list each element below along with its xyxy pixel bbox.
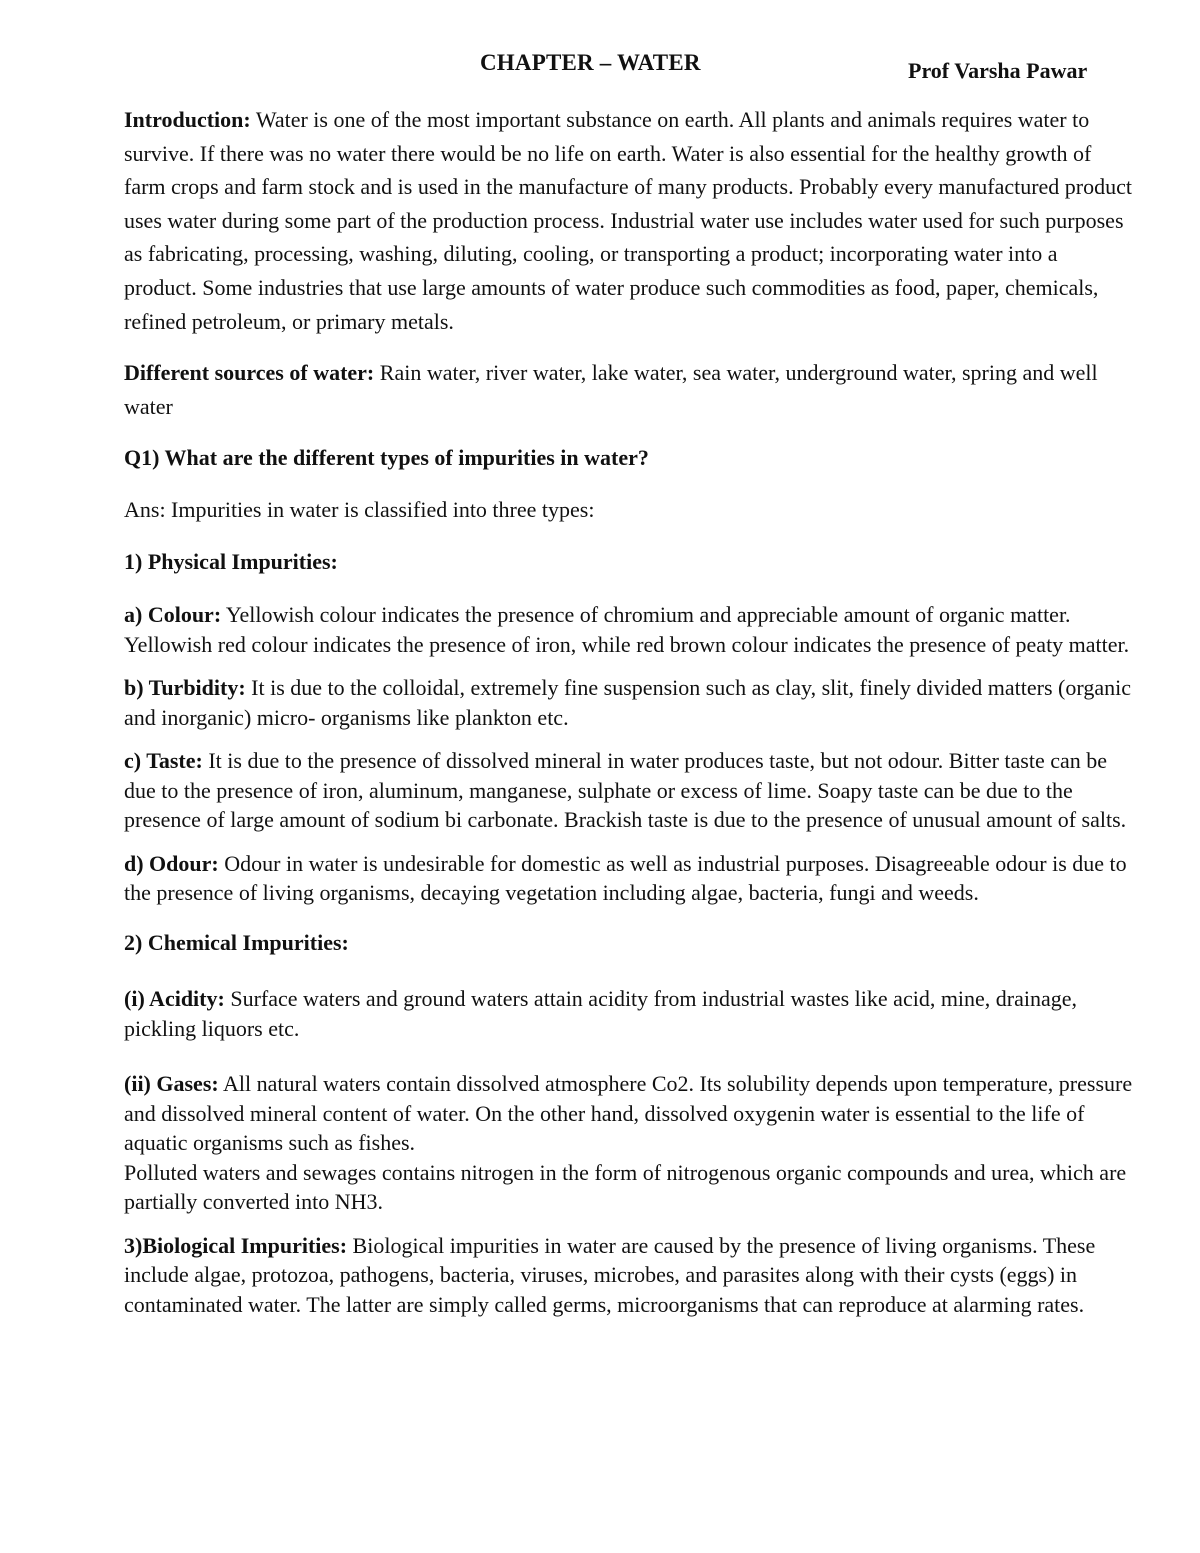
biological-impurities-paragraph [124, 1231, 1134, 1320]
taste-text: It is due to the presence of dissolved mineral in water produces taste, but not odour. Bitter taste can be due to the presence of iron, aluminum, manganese, sulphate or excess of lime. Soapy taste can be due to the presence of large amount of sodium bi carbonate. Brackish taste is due to the presence of unusual amount of salts. [124, 748, 1127, 833]
gases-paragraph [124, 1069, 1134, 1217]
physical-impurities-heading: 1) Physical Impurities: [124, 548, 338, 574]
turbidity-label: b) Turbidity: [124, 675, 246, 701]
gases-label: (ii) Gases: [124, 1071, 219, 1097]
document-body [124, 103, 1134, 1319]
sources-paragraph [124, 356, 1134, 423]
turbidity-paragraph [124, 673, 1134, 732]
biological-text: Biological impurities in water are caused by the presence of living organisms. These include algae, protozoa, pathogens, bacteria, viruses, microbes, and parasites along with their cysts (eggs) in contaminated water. The latter are simply called germs, microorganisms that can reproduce at alarming rates. [124, 1232, 1096, 1317]
sources-label: Different sources of water: [124, 360, 375, 386]
gases-text: All natural waters contain dissolved atmosphere Co2. Its solubility depends upon temperature, pressure and dissolved mineral content of water. On the other hand, dissolved oxygenin water is essential to the life of aquatic organisms such as fishes. [124, 1071, 1133, 1156]
sources-text: Rain water, river water, lake water, sea water, underground water, spring and well water [124, 360, 1098, 419]
turbidity-text: It is due to the colloidal, extremely fine suspension such as clay, slit, finely divided matters (organic and inorganic) micro- organisms like plankton etc. [124, 675, 1131, 730]
introduction-paragraph [124, 103, 1134, 338]
taste-paragraph [124, 746, 1134, 835]
odour-label: d) Odour: [124, 850, 219, 876]
taste-label: c) Taste: [124, 748, 203, 774]
acidity-label: (i) Acidity: [124, 986, 225, 1012]
colour-text: Yellowish colour indicates the presence of chromium and appreciable amount of organic matter. Yellowish red colour indicates the presence of iron, while red brown colour indicates the presence of peaty matter. [124, 602, 1130, 657]
gases-text-continued: Polluted waters and sewages contains nitrogen in the form of nitrogenous organic compounds and urea, which are partially converted into NH3. [124, 1159, 1127, 1215]
question-1: Q1) What are the different types of impurities in water? [124, 445, 649, 471]
chemical-impurities-heading: 2) Chemical Impurities: [124, 929, 349, 955]
colour-paragraph [124, 600, 1134, 659]
biological-label: 3)Biological Impurities: [124, 1232, 348, 1258]
answer-1: Ans: Impurities in water is classified into three types: [124, 496, 595, 522]
odour-paragraph [124, 849, 1134, 908]
author-name: Prof Varsha Pawar [908, 58, 1088, 83]
introduction-text: Water is one of the most important substance on earth. All plants and animals requires water to survive. If there was no water there would be no life on earth. Water is also essential for the healthy growth of farm crops and farm stock and is used in the manufacture of many products. Probably every manufactured product uses water during some part of the production process. Industrial water use includes water used for such purposes as fabricating, processing, washing, diluting, cooling, or transporting a product; incorporating water into a product. Some industries that use large amounts of water produce such commodities as food, paper, chemicals, refined petroleum, or primary metals. [124, 107, 1133, 334]
chapter-title: CHAPTER – WATER [480, 50, 701, 75]
colour-label: a) Colour: [124, 602, 222, 628]
odour-text: Odour in water is undesirable for domestic as well as industrial purposes. Disagreeable odour is due to the presence of living organisms, decaying vegetation including algae, bacteria, fungi and weeds. [124, 850, 1127, 906]
introduction-label: Introduction: [124, 107, 251, 132]
acidity-paragraph [124, 984, 1134, 1043]
acidity-text: Surface waters and ground waters attain acidity from industrial wastes like acid, mine, drainage, pickling liquors etc. [124, 986, 1078, 1041]
